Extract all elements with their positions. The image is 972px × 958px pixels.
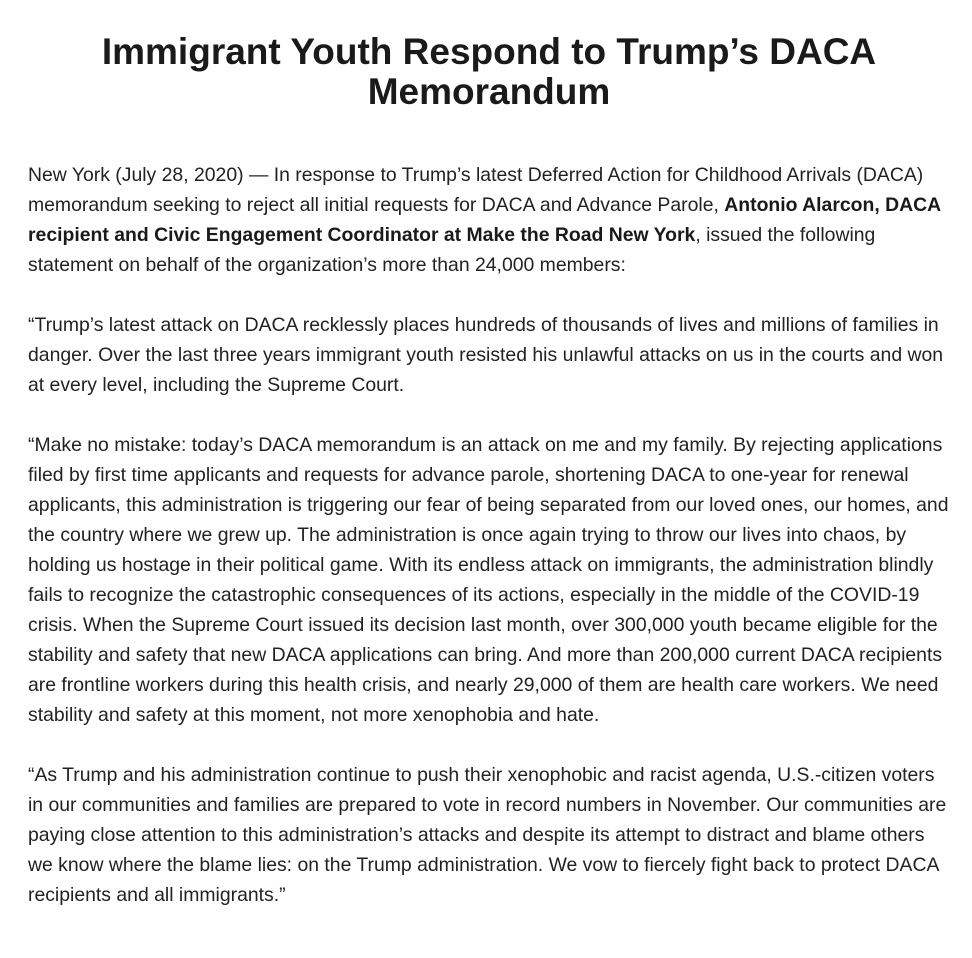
quote-paragraph-2: “Make no mistake: today’s DACA memorandum is an attack on me and my family. By rejecting applications filed by first time applicants and requests for advance parole, shortening DACA to one-year for renewal applicants, this administration is triggering our fear of being separated from our loved ones, our homes, and the country where we grew up. The administration is once again trying to throw our lives into chaos, by holding us hostage in their political game. With its endless attack on immigrants, the administration blindly fails to recognize the catastrophic consequences of its actions, especially in the middle of the COVID-19 crisis. When the Supreme Court issued its decision last month, over 300,000 youth became eligible for the stability and safety that new DACA applications can bring. And more than 200,000 current DACA recipients are frontline workers during this health crisis, and nearly 29,000 of them are health care workers. We need stability and safety at this moment, not more xenophobia and hate. <box>28 434 949 726</box>
intro-paragraph <box>28 160 950 280</box>
article-body <box>28 160 950 910</box>
speaker-credit: Antonio Alarcon, DACA recipient and Civic Engagement Coordinator at Make the Road New York <box>28 194 941 246</box>
quote-paragraph-3: “As Trump and his administration continue to push their xenophobic and racist agenda, U.S.-citizen voters in our communities and families are prepared to vote in record numbers in November. Our communities are paying close attention to this administration’s attacks and despite its attempt to distract and blame others we know where the blame lies: on the Trump administration. We vow to fiercely fight back to protect DACA recipients and all immigrants.” <box>28 764 947 906</box>
quote-paragraph-1: “Trump’s latest attack on DACA recklessly places hundreds of thousands of lives and millions of families in danger. Over the last three years immigrant youth resisted his unlawful attacks on us in the courts and won at every level, including the Supreme Court. <box>28 314 944 396</box>
intro-tail-text: , issued the following statement on behalf of the organization’s more than 24,000 members: <box>28 224 876 276</box>
page-title: Immigrant Youth Respond to Trump’s DACA Memorandum <box>101 31 877 112</box>
intro-lead-text: New York (July 28, 2020) — In response to Trump’s latest Deferred Action for Childhood Arrivals (DACA) memorandum seeking to reject all initial requests for DACA and Advance Parole, <box>28 164 924 216</box>
